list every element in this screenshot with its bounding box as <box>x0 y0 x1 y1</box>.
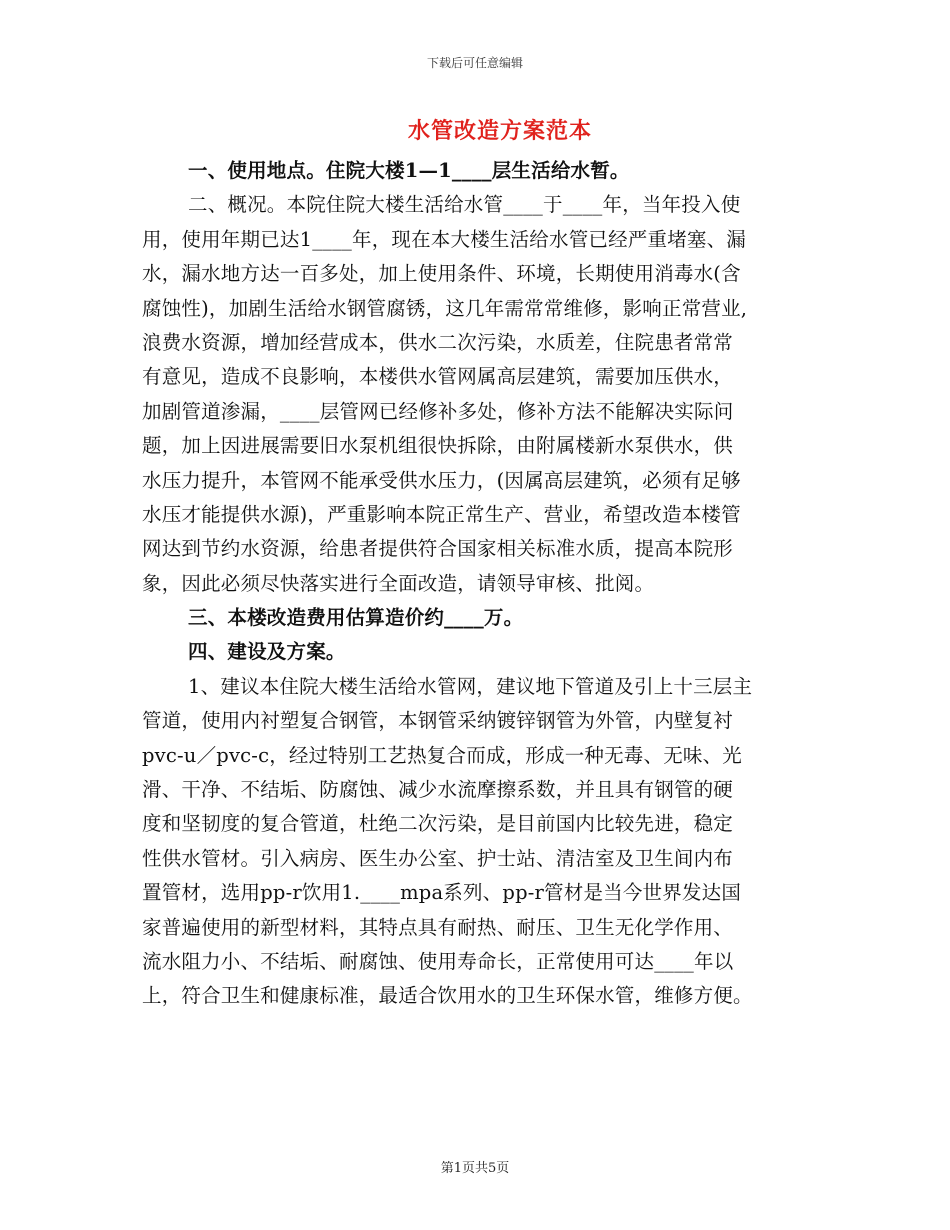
paragraph-line: 性供水管材。引入病房、医生办公室、护士站、清洁室及卫生间内布 <box>142 846 734 870</box>
paragraph-line: 置管材，选用pp-r饮用1.____mpa系列、pp-r管材是当今世界发达国 <box>142 881 742 905</box>
paragraph-line: pvc-u／pvc-c，经过特别工艺热复合而成，形成一种无毒、无味、光 <box>142 743 742 767</box>
paragraph-line: 浪费水资源，增加经营成本，供水二次污染，水质差，住院患者常常 <box>142 330 734 354</box>
paragraph-line: 1、建议本住院大楼生活给水管网，建议地下管道及引上十三层主 <box>188 674 753 698</box>
paragraph-line: 水压才能提供水源)，严重影响本院正常生产、营业，希望改造本楼管 <box>142 502 741 526</box>
page-number: 第1页共5页 <box>440 1161 510 1176</box>
paragraph-line: 加剧管道渗漏，____层管网已经修补多处，修补方法不能解决实际问 <box>142 399 734 423</box>
paragraph-line: 水，漏水地方达一百多处，加上使用条件、环境，长期使用消毒水(含 <box>142 262 741 286</box>
paragraph-line: 水压力提升，本管网不能承受供水压力，(因属高层建筑，必须有足够 <box>142 468 741 492</box>
paragraph-line: 管道，使用内衬塑复合钢管，本钢管采纳镀锌钢管为外管，内壁复衬 <box>142 709 734 733</box>
paragraph-line: 度和坚韧度的复合管道，杜绝二次污染，是目前国内比较先进，稳定 <box>142 812 734 836</box>
document-body <box>142 154 812 1014</box>
section-4-line: 四、建设及方案。 <box>188 640 346 664</box>
paragraph-line: 流水阻力小、不结垢、耐腐蚀、使用寿命长，正常使用可达____年以 <box>142 949 734 973</box>
paragraph-line: 上，符合卫生和健康标准，最适合饮用水的卫生环保水管，维修方便。 <box>142 984 753 1008</box>
document-title: 水管改造方案范本 <box>407 118 592 144</box>
paragraph-line: 滑、干净、不结垢、防腐蚀、减少水流摩擦系数，并且具有钢管的硬 <box>142 778 734 802</box>
paragraph-line: 腐蚀性)，加剧生活给水钢管腐锈，这几年需常常维修，影响正常营业, <box>142 296 748 320</box>
paragraph-line: 有意见，造成不良影响，本楼供水管网属高层建筑，需要加压供水， <box>142 365 734 389</box>
paragraph-line: 二、概况。本院住院大楼生活给水管____于____年，当年投入使 <box>188 193 741 217</box>
section-1-line: 一、使用地点。住院大楼1—1____层生活给水暂。 <box>188 159 630 182</box>
paragraph-line: 家普遍使用的新型材料，其特点具有耐热、耐压、卫生无化学作用、 <box>142 915 734 939</box>
paragraph-line: 象，因此必须尽快落实进行全面改造，请领导审核、批阅。 <box>142 571 655 595</box>
paragraph-line: 用，使用年期已达1____年，现在本大楼生活给水管已经严重堵塞、漏 <box>142 227 747 251</box>
paragraph-line: 题，加上因进展需要旧水泵机组很快拆除，由附属楼新水泵供水，供 <box>142 434 734 458</box>
paragraph-line: 网达到节约水资源，给患者提供符合国家相关标准水质，提高本院形 <box>142 537 734 561</box>
header-note: 下载后可任意编辑 <box>426 56 523 70</box>
section-3-line: 三、本楼改造费用估算造价约____万。 <box>188 606 524 630</box>
